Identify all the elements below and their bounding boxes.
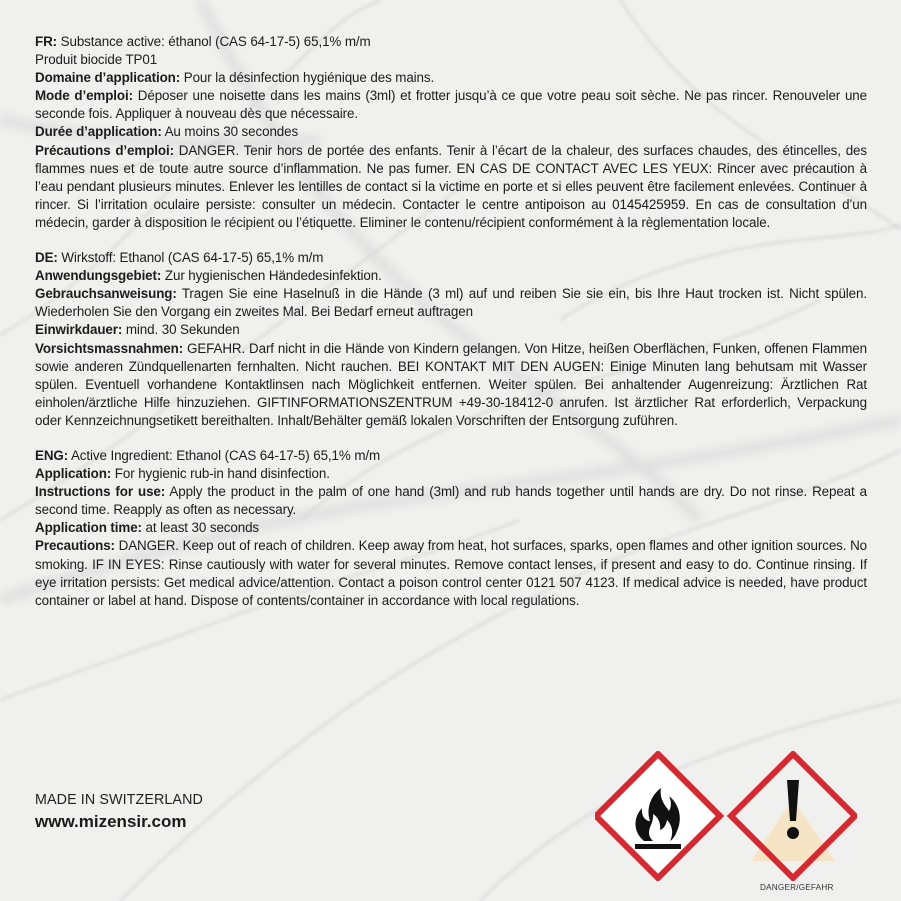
field-label: Einwirkdauer: (35, 322, 123, 338)
line-text: Wirkstoff: Ethanol (CAS 64-17-5) 65,1% m/m (57, 250, 324, 266)
line-text: Produit biocide TP01 (35, 52, 158, 68)
field-label: Instructions for use: (35, 484, 166, 500)
website-link[interactable]: www.mizensir.com (35, 812, 187, 831)
exclamation-mark-icon (731, 754, 855, 878)
line-fr-precautions (35, 142, 867, 232)
field-label: Precautions: (35, 538, 115, 554)
section-fr (35, 33, 867, 232)
field-label: Application time: (35, 520, 142, 536)
field-label: Application: (35, 466, 112, 482)
line-de-wirkstoff (35, 249, 867, 267)
label-text (35, 33, 867, 627)
field-label: Précautions d’emploi: (35, 142, 174, 158)
line-text: DANGER. Tenir hors de portée des enfants. Tenir à l’écart de la chaleur, des surfaces chaudes, des étincelles, des flammes nues et de toute autre source d’inflammation. Ne pas fumer. EN CAS DE CONTACT AVEC LES YEUX: Rincer avec précaution à l’eau pendant plusieurs minutes. Enlever les lentilles de contact si la victime en porte et si elles peuvent être facilement enlevées. Continuer à rincer. Si l’irritation oculaire persiste: consulter un médecin. Contacter le centre antipoison au 0145425959. En cas de consultation d’un médecin, garder à disposition le récipient ou l’étiquette. Eliminer le contenu/récipient conformément à la règlementation locale. (35, 142, 867, 230)
line-fr-mode (35, 87, 867, 123)
line-de-einwirk (35, 321, 867, 339)
line-eng-application (35, 465, 867, 483)
line-text: GEFAHR. Darf nicht in die Hände von Kindern gelangen. Von Hitze, heißen Oberflächen, Funken, offenen Flammen sowie anderen Zündquellenarten fernhalten. Nicht rauchen. BEI KONTAKT MIT DEN AUGEN: Einige Minuten lang behutsam mit Wasser spülen. Eventuell vorhandene Kontaktlinsen nach Möglichkeit entfernen. Weiter spülen. Bei anhaltender Augenreizung: Ärztlichen Rat einholen/ärztliche Hilfe hinzuziehen. GIFTINFORMATIONSZENTRUM +49-30-18412-0 anrufen. Ist ärztlicher Rat erforderlich, Verpackung oder Kennzeichnungsetikett bereithalten. Inhalt/Behälter gemäß lokalen Vorschriften der Entsorgung zuführen. (35, 340, 867, 428)
line-text: Active Ingredient: Ethanol (CAS 64-17-5) 65,1% m/m (68, 447, 381, 463)
line-text: Zur hygienischen Händedesinfektion. (161, 268, 382, 284)
line-fr-domaine (35, 69, 867, 87)
field-label: Durée d’application: (35, 124, 162, 140)
field-label: Anwendungsgebiet: (35, 268, 162, 284)
field-label: Gebrauchsanweisung: (35, 286, 177, 302)
line-eng-time (35, 519, 867, 537)
lang-label: ENG: (35, 447, 69, 463)
flame-icon (596, 754, 720, 878)
line-de-gebrauch (35, 285, 867, 321)
line-text: Au moins 30 secondes (161, 124, 299, 140)
line-de-vorsicht (35, 340, 867, 430)
lang-label: FR: (35, 34, 58, 49)
field-label: Vorsichtsmassnahmen: (35, 340, 184, 356)
lang-label: DE: (35, 250, 58, 266)
line-text: For hygienic rub-in hand disinfection. (111, 466, 330, 482)
hazard-pictograms (595, 751, 857, 881)
line-text: mind. 30 Sekunden (122, 322, 240, 338)
line-text: Pour la désinfection hygiénique des mains. (180, 70, 435, 86)
line-eng-instructions (35, 483, 867, 519)
line-text: Déposer une noisette dans les mains (3ml) et frotter jusqu’à ce que votre peau soit sèche. Ne pas rincer. Renouveler une seconde fois. Appliquer à nouveau dès que nécessaire. (35, 88, 867, 122)
hazard-caption: DANGER/GEFAHR (760, 883, 834, 892)
line-text: Substance active: éthanol (CAS 64-17-5) 65,1% m/m (57, 34, 371, 49)
line-fr-substance (35, 33, 867, 51)
line-eng-precautions (35, 537, 867, 609)
section-de (35, 249, 867, 430)
field-label: Mode d’emploi: (35, 88, 133, 104)
field-label: Domaine d’application: (35, 70, 181, 86)
line-de-anwendung (35, 267, 867, 285)
line-text: Tragen Sie eine Haselnuß in die Hände (3 ml) auf und reiben Sie sie ein, bis Ihre Haut trocken ist. Nicht spülen. Wiederholen Sie den Vorgang ein zweites Mal. Bei Bedarf erneut auftragen (35, 286, 867, 320)
line-text: DANGER. Keep out of reach of children. Keep away from heat, hot surfaces, sparks, open flames and other ignition sources. No smoking. IF IN EYES: Rinse cautiously with water for several minutes. Remove contact lenses, if present and easy to do. Continue rinsing. If eye irritation persists: Get medical advice/attention. Contact a poison control center 0121 507 4123. If medical advice is needed, have product container or label at hand. Dispose of contents/container in accordance with local regulations. (35, 538, 867, 608)
line-fr-duree (35, 123, 867, 141)
made-in-text: MADE IN SWITZERLAND (35, 792, 203, 808)
line-text: Apply the product in the palm of one hand (3ml) and rub hands together until hands are dry. Do not rinse. Repeat a second time. Reapply as often as necessary. (35, 484, 868, 518)
section-eng (35, 447, 867, 610)
line-text: at least 30 seconds (141, 520, 260, 536)
line-fr-biocide (35, 51, 867, 69)
line-eng-ingredient (35, 447, 867, 465)
